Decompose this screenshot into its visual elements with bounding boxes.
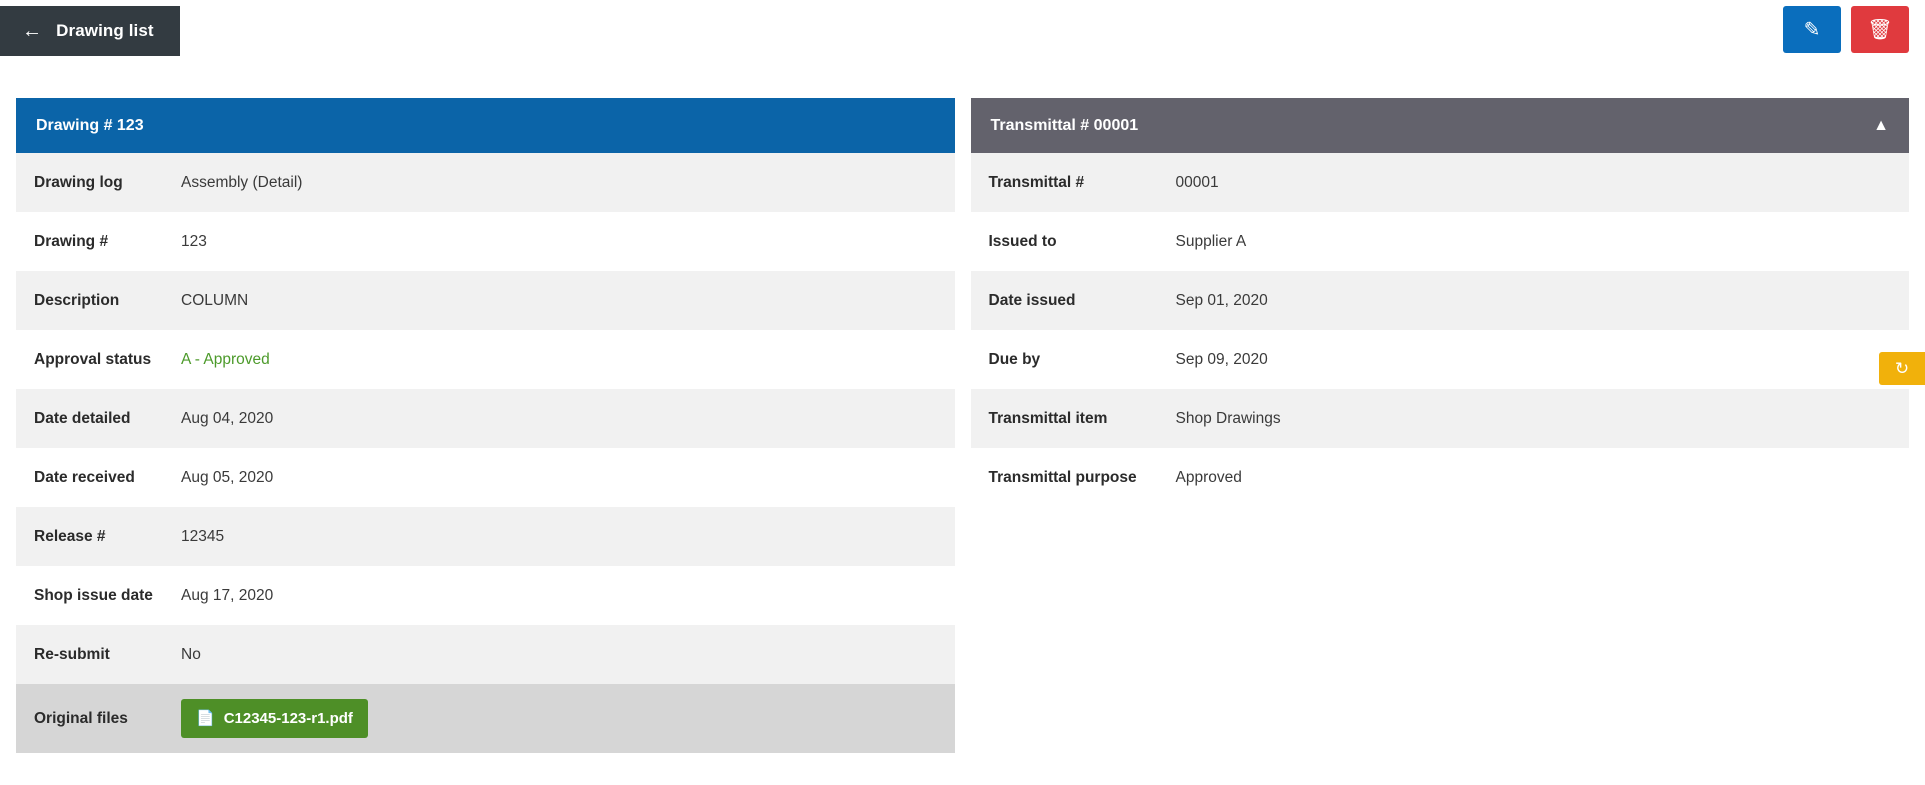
row-value: No <box>181 645 201 663</box>
arrow-left-icon: ← <box>22 20 43 42</box>
row-label: Drawing # <box>34 232 109 250</box>
row-value: Sep 09, 2020 <box>1175 350 1268 368</box>
edit-button[interactable] <box>1783 6 1841 53</box>
delete-button[interactable] <box>1851 6 1909 53</box>
table-row <box>16 507 955 566</box>
drawing-detail-rows <box>16 153 955 753</box>
table-row <box>16 330 955 389</box>
table-row <box>16 153 955 212</box>
row-value: Sep 01, 2020 <box>1175 291 1268 309</box>
table-row <box>971 389 1910 448</box>
table-row <box>16 212 955 271</box>
row-value: Assembly (Detail) <box>181 173 303 191</box>
table-row <box>971 153 1910 212</box>
trash-icon: 🗑 <box>1867 18 1893 41</box>
transmittal-detail-panel <box>971 98 1910 753</box>
refresh-side-tab[interactable] <box>1879 352 1925 385</box>
file-icon: 📄 <box>196 710 215 727</box>
row-value: 12345 <box>181 527 225 545</box>
drawing-panel-title: Drawing # 123 <box>36 116 144 134</box>
row-value: Aug 05, 2020 <box>181 468 274 486</box>
approval-status-value: A - Approved <box>181 350 270 368</box>
row-label: Re-submit <box>34 645 110 663</box>
table-row <box>16 625 955 684</box>
drawing-detail-panel <box>16 98 955 753</box>
topbar-actions <box>1783 6 1909 53</box>
transmittal-panel-title: Transmittal # 00001 <box>990 116 1139 134</box>
table-row <box>971 212 1910 271</box>
row-label: Date detailed <box>34 409 131 427</box>
drawing-panel-header <box>16 98 955 153</box>
table-row <box>971 448 1910 507</box>
row-label: Original files <box>34 709 128 727</box>
row-value: Aug 17, 2020 <box>181 586 274 604</box>
table-row <box>16 271 955 330</box>
file-name-label: C12345-123-r1.pdf <box>223 710 353 727</box>
row-label: Transmittal item <box>988 409 1108 427</box>
row-value: 00001 <box>1175 173 1219 191</box>
row-label: Date issued <box>988 291 1076 309</box>
row-label: Shop issue date <box>34 586 153 604</box>
edit-pencil-icon: ✎ <box>1803 18 1821 41</box>
table-row <box>16 448 955 507</box>
row-value: Shop Drawings <box>1175 409 1281 427</box>
row-value: Approved <box>1175 468 1242 486</box>
row-label: Due by <box>988 350 1041 368</box>
row-value: Supplier A <box>1175 232 1247 250</box>
row-value: COLUMN <box>181 291 249 309</box>
table-row <box>16 566 955 625</box>
table-row <box>16 389 955 448</box>
transmittal-detail-rows <box>971 153 1910 507</box>
refresh-icon: ↻ <box>1894 359 1910 378</box>
row-label: Date received <box>34 468 135 486</box>
row-label: Drawing log <box>34 173 123 191</box>
table-row <box>971 271 1910 330</box>
table-row <box>971 330 1910 389</box>
file-attachment-chip[interactable] <box>181 699 368 738</box>
row-label: Issued to <box>988 232 1057 250</box>
back-button-label: Drawing list <box>56 21 154 40</box>
top-bar <box>0 0 1925 62</box>
panels-container <box>0 98 1925 753</box>
row-label: Description <box>34 291 120 309</box>
row-label: Transmittal # <box>988 173 1085 191</box>
row-value: Aug 04, 2020 <box>181 409 274 427</box>
row-label: Transmittal purpose <box>988 468 1137 486</box>
table-row <box>16 684 955 753</box>
back-to-drawing-list-button[interactable] <box>0 6 180 56</box>
transmittal-panel-header[interactable] <box>971 98 1910 153</box>
original-files-cell <box>181 699 955 738</box>
row-label: Release # <box>34 527 106 545</box>
chevron-up-icon[interactable]: ▲ <box>1873 116 1889 134</box>
row-value: 123 <box>181 232 207 250</box>
row-label: Approval status <box>34 350 152 368</box>
